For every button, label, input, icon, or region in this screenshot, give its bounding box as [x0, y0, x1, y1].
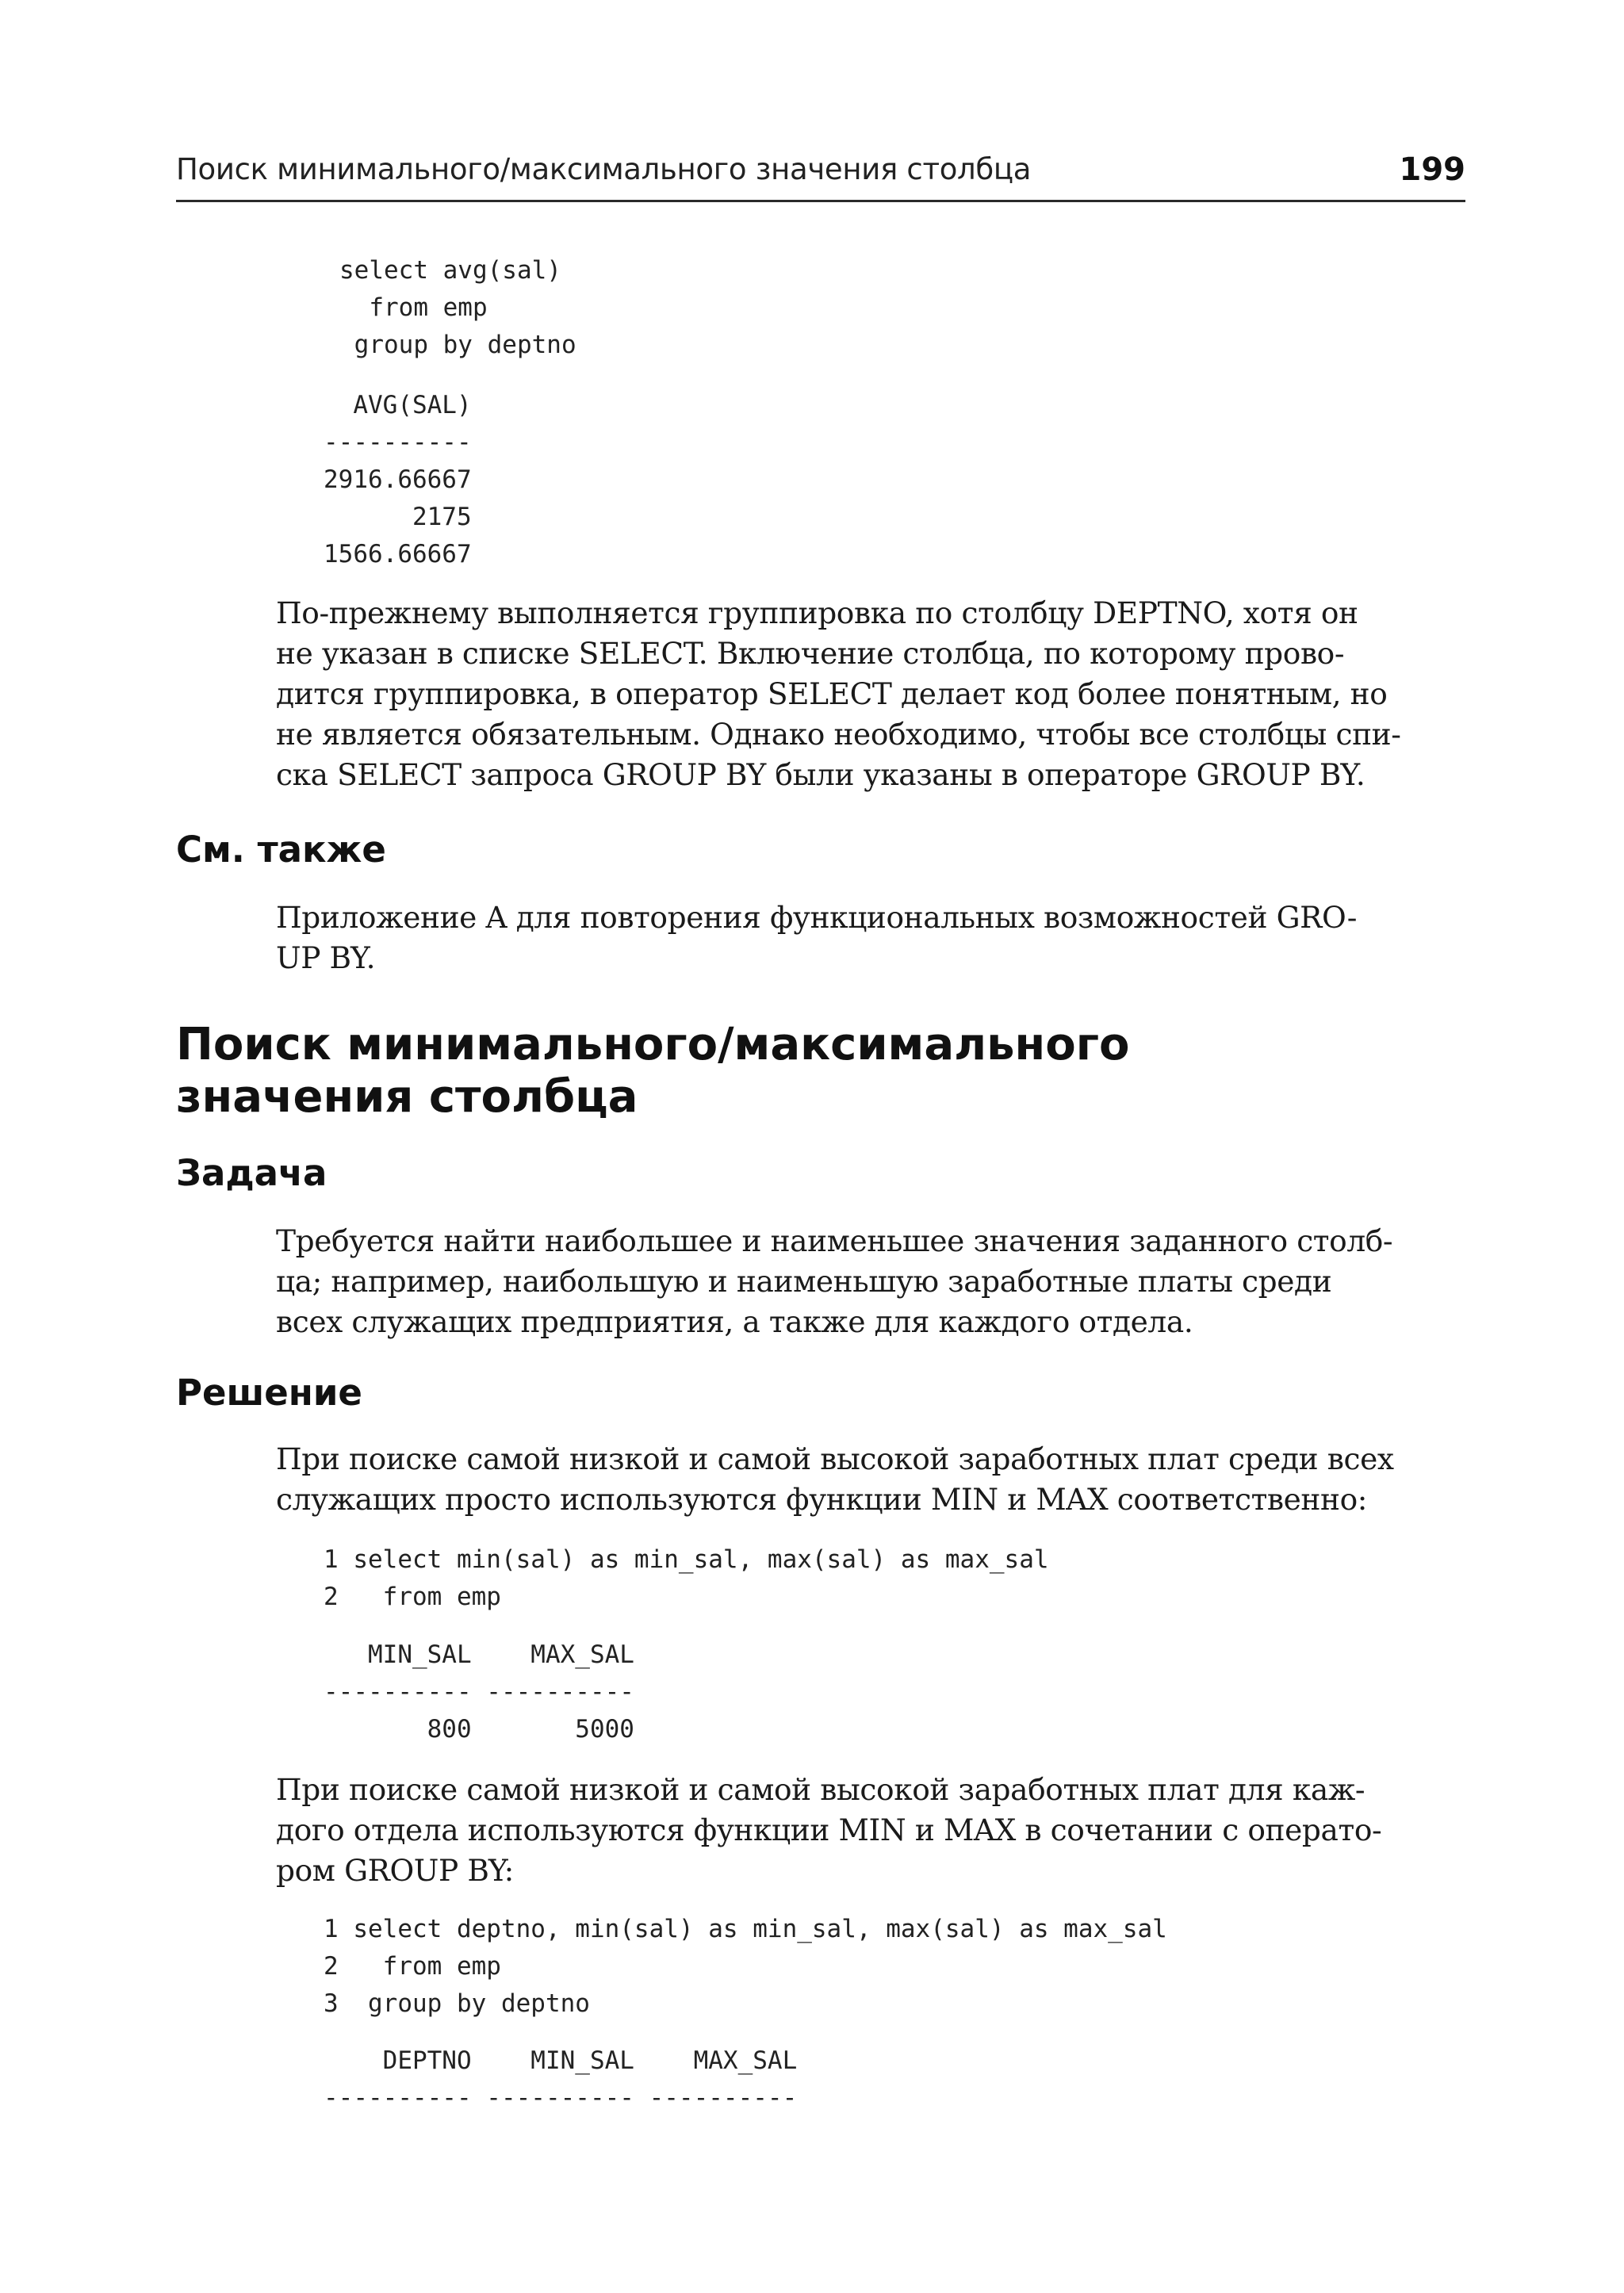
- code-min-max-query: [324, 1541, 1049, 1616]
- solution-heading: Решение: [176, 1372, 362, 1414]
- paragraph-line: ром GROUP BY:: [276, 1853, 514, 1888]
- result-line: DEPTNO MIN_SAL MAX_SAL: [324, 2046, 798, 2075]
- paragraph-line: UP BY.: [276, 940, 376, 975]
- page-number: 199: [1399, 151, 1465, 188]
- result-line: AVG(SAL): [324, 391, 472, 419]
- result-line: ---------- ----------: [324, 1678, 634, 1706]
- code-line: 3 group by deptno: [324, 1989, 590, 2018]
- paragraph-line: дого отдела используются функции MIN и MAX в сочетании с операто-: [276, 1813, 1382, 1847]
- paragraph-line: ска SELECT запроса GROUP BY были указаны в операторе GROUP BY.: [276, 757, 1365, 792]
- code-line: 1 select deptno, min(sal) as min_sal, max(sal) as max_sal: [324, 1915, 1167, 1943]
- see-also-heading: См. также: [176, 829, 386, 871]
- paragraph-task: [276, 1221, 1465, 1342]
- paragraph-line: По-прежнему выполняется группировка по столбцу DEPTNO, хотя он: [276, 595, 1358, 630]
- paragraph-solution-intro: [276, 1439, 1465, 1520]
- code-min-max-result: [324, 1636, 634, 1748]
- paragraph-group-by: [276, 593, 1465, 795]
- paragraph-see-also: [276, 898, 1465, 978]
- code-group-result: [324, 2042, 797, 2117]
- task-heading: Задача: [176, 1152, 327, 1194]
- code-line: group by deptno: [339, 331, 576, 359]
- paragraph-line: дится группировка, в оператор SELECT делает код более понятным, но: [276, 676, 1388, 711]
- paragraph-solution-group: [276, 1770, 1465, 1891]
- paragraph-line: Приложение A для повторения функциональных возможностей GRO-: [276, 900, 1357, 935]
- paragraph-line: При поиске самой низкой и самой высокой заработных плат среди всех: [276, 1441, 1394, 1476]
- result-line: MIN_SAL MAX_SAL: [324, 1640, 634, 1669]
- code-line: 2 from emp: [324, 1583, 501, 1611]
- section-title: [176, 1019, 1286, 1124]
- result-line: ---------- ---------- ----------: [324, 2084, 798, 2112]
- result-line: 1566.66667: [324, 540, 472, 568]
- result-line: 800 5000: [324, 1715, 634, 1744]
- paragraph-line: не является обязательным. Однако необходимо, чтобы все столбцы спи-: [276, 717, 1401, 752]
- paragraph-line: всех служащих предприятия, а также для каждого отдела.: [276, 1304, 1193, 1339]
- paragraph-line: служащих просто используются функции MIN и MAX соответственно:: [276, 1482, 1368, 1517]
- result-line: 2175: [324, 503, 472, 531]
- page-header: [176, 147, 1465, 202]
- paragraph-line: При поиске самой низкой и самой высокой заработных плат для каж-: [276, 1772, 1365, 1807]
- code-line: 1 select min(sal) as min_sal, max(sal) as max_sal: [324, 1545, 1049, 1574]
- result-line: 2916.66667: [324, 465, 472, 494]
- code-line: 2 from emp: [324, 1952, 501, 1981]
- code-avg-result: [324, 387, 472, 573]
- code-line: select avg(sal): [339, 256, 561, 285]
- code-group-query: [324, 1911, 1167, 2023]
- result-line: ----------: [324, 428, 472, 457]
- code-line: from emp: [339, 293, 488, 322]
- section-title-line: значения столбца: [176, 1071, 638, 1123]
- section-title-line: Поиск минимального/максимального: [176, 1019, 1130, 1070]
- running-title: Поиск минимального/максимального значения столбца: [176, 152, 1032, 186]
- code-avg-query: [339, 252, 576, 364]
- paragraph-line: Требуется найти наибольшее и наименьшее значения заданного столб-: [276, 1223, 1393, 1258]
- paragraph-line: не указан в списке SELECT. Включение столбца, по которому прово-: [276, 636, 1345, 671]
- paragraph-line: ца; например, наибольшую и наименьшую заработные платы среди: [276, 1264, 1332, 1299]
